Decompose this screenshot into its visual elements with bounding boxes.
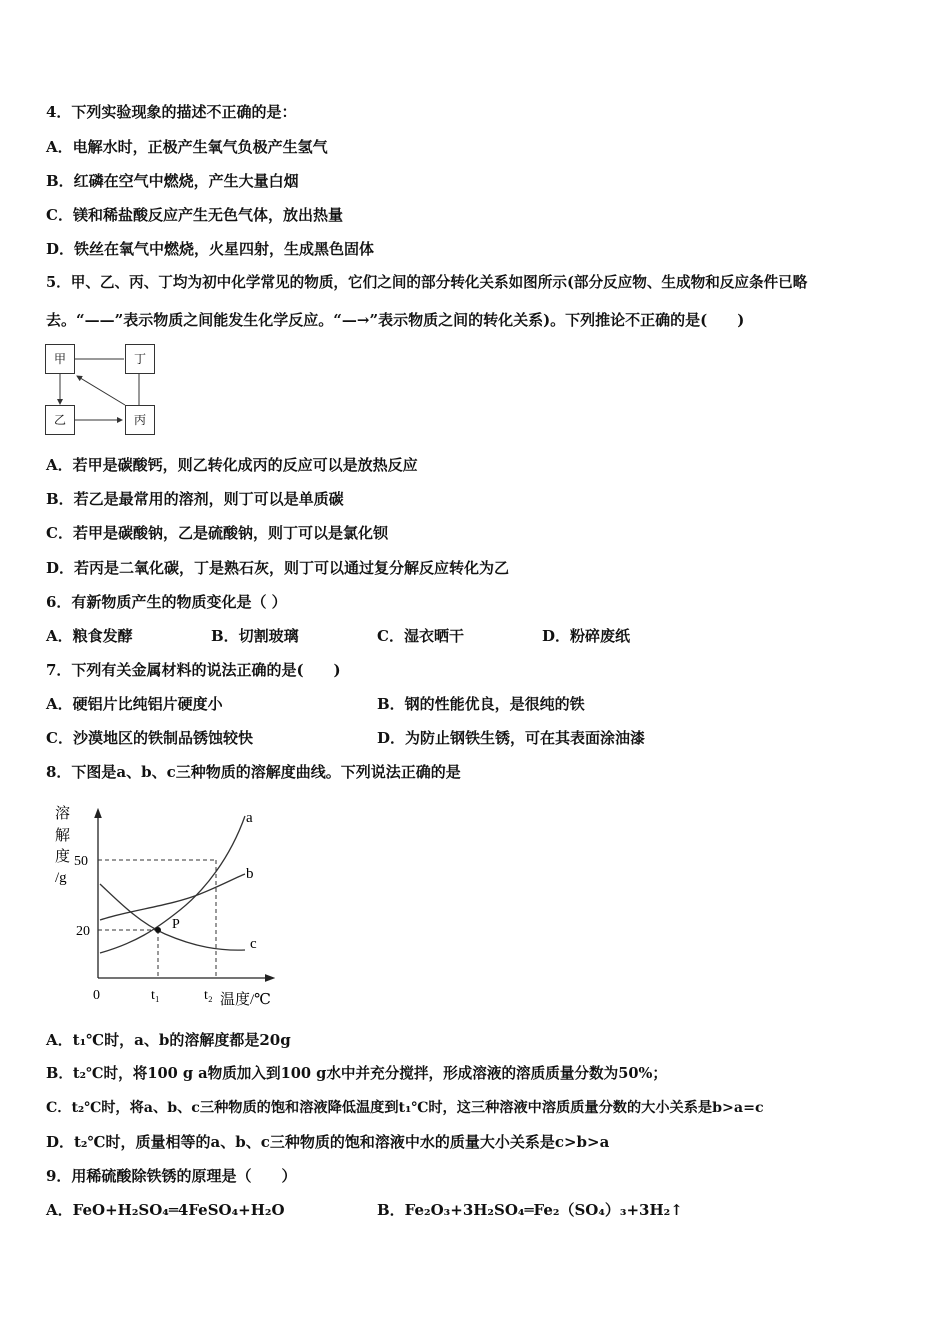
xlabel: 温度/℃ [220, 992, 271, 1008]
q6-option-c: C．湿衣晒干 [377, 627, 464, 645]
q5-stem-line1: 5．甲、乙、丙、丁均为初中化学常见的物质，它们之间的部分转化关系如图所示(部分反应物、生成物和反应条件已略 [46, 274, 808, 291]
q7-option-b: B．钢的性能优良，是很纯的铁 [377, 695, 585, 713]
point-p-label: P [172, 917, 180, 932]
series-a-label: a [246, 810, 253, 826]
ylabel-char-4: /g [55, 870, 67, 886]
q7-option-a: A．硬铝片比纯铝片硬度小 [46, 695, 223, 713]
q8-stem: 8．下图是a、b、c三种物质的溶解度曲线。下列说法正确的是 [46, 763, 461, 781]
q7-option-d: D．为防止钢铁生锈，可在其表面涂油漆 [377, 729, 646, 747]
solubility-chart [40, 798, 290, 1013]
q7-stem: 7．下列有关金属材料的说法正确的是( ) [46, 661, 341, 679]
q5-diagram [45, 344, 157, 436]
node-jia: 甲 [45, 344, 75, 374]
node-yi: 乙 [45, 405, 75, 435]
ylabel-char-1: 溶 [55, 806, 71, 822]
ylabel-char-2: 解 [55, 828, 71, 844]
node-bing: 丙 [125, 405, 155, 435]
series-c-label: c [250, 936, 257, 952]
q8-option-c: C．t₂℃时，将a、b、c三种物质的饱和溶液降低温度到t₁℃时，这三种溶液中溶质质量分数的大小关系是b>a=c [46, 1100, 764, 1116]
q5-stem-line2: 去。“——”表示物质之间能发生化学反应。“—→”表示物质之间的转化关系)。下列推论不正确的是( ) [46, 311, 745, 329]
arrow-bing-jia [77, 376, 125, 405]
q4-option-c: C．镁和稀盐酸反应产生无色气体，放出热量 [46, 206, 343, 224]
q4-option-a: A．电解水时，正极产生氧气负极产生氢气 [46, 138, 328, 156]
q9-option-b: B．Fe₂O₃+3H₂SO₄═Fe₂（SO₄）₃+3H₂↑ [377, 1201, 683, 1219]
q6-option-b: B．切割玻璃 [211, 627, 299, 645]
q9-option-a: A．FeO+H₂SO₄═4FeSO₄+H₂O [46, 1201, 285, 1219]
q8-option-a: A．t₁℃时，a、b的溶解度都是20g [46, 1031, 291, 1049]
q4-option-b: B．红磷在空气中燃烧，产生大量白烟 [46, 172, 299, 190]
q8-option-b: B．t₂℃时，将100 g a物质加入到100 g水中并充分搅拌，形成溶液的溶质质量分数为50%； [46, 1065, 667, 1082]
q6-stem: 6．有新物质产生的物质变化是（ ） [46, 593, 287, 611]
q4-option-d: D．铁丝在氧气中燃烧，火星四射，生成黑色固体 [46, 240, 375, 258]
q5-option-b: B．若乙是最常用的溶剂，则丁可以是单质碳 [46, 490, 344, 508]
q9-stem: 9．用稀硫酸除铁锈的原理是（ ） [46, 1167, 297, 1185]
q8-option-d: D．t₂℃时，质量相等的a、b、c三种物质的饱和溶液中水的质量大小关系是c>b>a [46, 1133, 610, 1151]
q5-option-c: C．若甲是碳酸钠，乙是硫酸钠，则丁可以是氯化钡 [46, 524, 388, 542]
point-p [155, 927, 161, 933]
series-b-label: b [246, 866, 254, 882]
xtick-t1: t₁ [151, 988, 160, 1003]
q5-option-a: A．若甲是碳酸钙，则乙转化成丙的反应可以是放热反应 [46, 456, 418, 474]
q7-option-c: C．沙漠地区的铁制品锈蚀较快 [46, 729, 253, 747]
curve-b [100, 874, 245, 920]
origin-label: 0 [93, 988, 100, 1003]
ytick-50: 50 [74, 854, 88, 869]
q5-option-d: D．若丙是二氧化碳，丁是熟石灰，则丁可以通过复分解反应转化为乙 [46, 559, 510, 577]
ytick-20: 20 [76, 924, 90, 939]
q6-option-a: A．粮食发酵 [46, 627, 133, 645]
xtick-t2: t₂ [204, 988, 213, 1003]
q4-stem: 4．下列实验现象的描述不正确的是： [46, 103, 297, 121]
ylabel-char-3: 度 [55, 849, 71, 865]
node-ding: 丁 [125, 344, 155, 374]
q6-option-d: D．粉碎废纸 [542, 627, 631, 645]
